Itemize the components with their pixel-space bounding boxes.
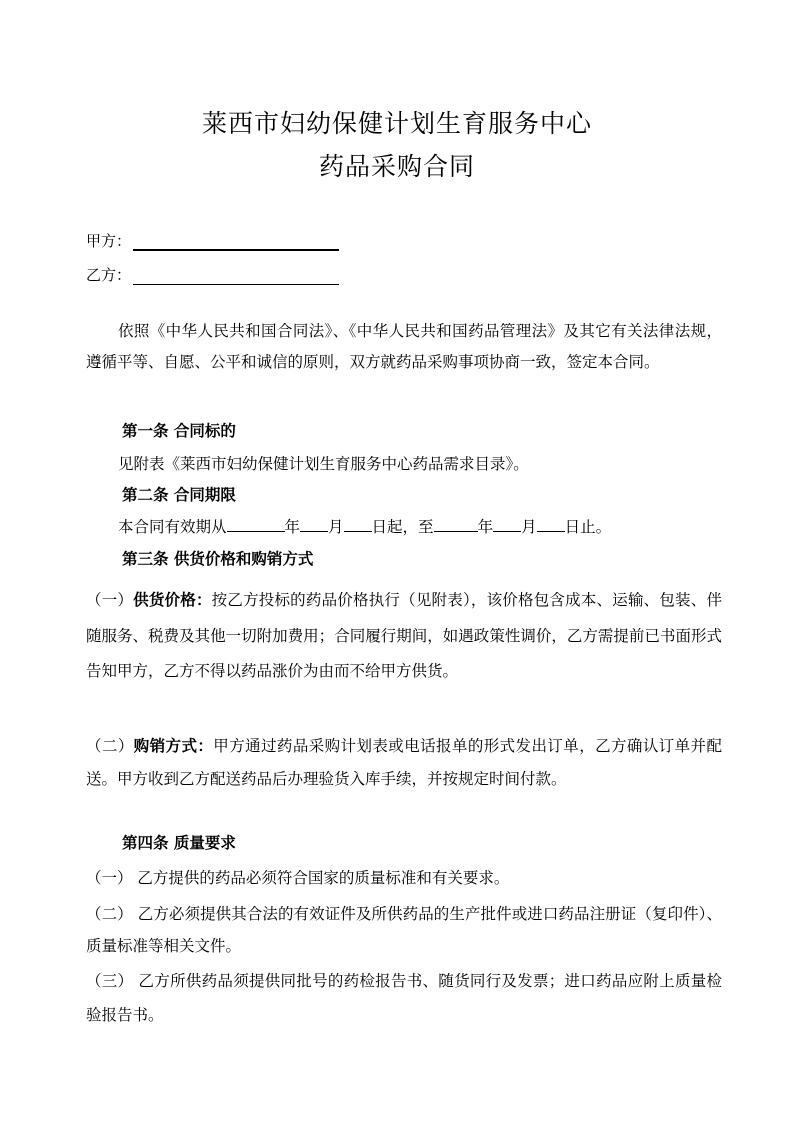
term-day-2: 日止。: [564, 518, 612, 536]
article3-item1-label: 供货价格：: [133, 590, 212, 609]
party-a-label: 甲方：: [86, 232, 132, 250]
article2-heading: 第二条 合同期限: [122, 485, 236, 504]
term-month-1: 月: [328, 518, 344, 536]
term-prefix: 本合同有效期从: [118, 518, 227, 536]
article1-heading: 第一条 合同标的: [122, 421, 236, 440]
party-b-row: [86, 264, 339, 285]
article3-item1-body: 按乙方投标的药品价格执行（见附表），该价格包含成本、运输、包装、伴随服务、税费及其他一切附加费用；合同履行期间，如遇政策性调价，乙方需提前已书面形式告知甲方，乙方不得以药品涨价为由而不给甲方供货。: [86, 591, 722, 680]
term-day-1: 日起，至: [371, 518, 434, 536]
article3-item2: [86, 729, 722, 796]
term-year-1: 年: [284, 518, 301, 536]
preamble-paragraph: 依照《中华人民共和国合同法》、《中华人民共和国药品管理法》及其它有关法律法规，遵循平等、自愿、公平和诚信的原则，双方就药品采购事项协商一致，签定本合同。: [86, 322, 722, 371]
party-a-blank: [133, 235, 339, 251]
article3-item1-prefix: （一）: [86, 591, 134, 609]
article3-item2-prefix: （二）: [86, 737, 134, 755]
article4-heading: 第四条 质量要求: [122, 833, 236, 852]
article3-item1: [86, 582, 722, 690]
document-subtitle: 药品采购合同: [318, 152, 475, 181]
party-b-label: 乙方：: [86, 266, 132, 284]
start-day-blank: [344, 517, 372, 532]
document-title: 莱西市妇幼保健计划生育服务中心: [201, 109, 592, 138]
start-month-blank: [300, 517, 328, 532]
article4-item2: （二） 乙方必须提供其合法的有效证件及所供药品的生产批件或进口药品注册证（复印件）、质量标准等相关文件。: [86, 905, 722, 955]
start-year-blank: [227, 517, 285, 532]
end-month-blank: [493, 517, 521, 532]
article3-item2-label: 购销方式：: [133, 736, 214, 755]
party-b-blank: [133, 270, 339, 285]
party-a-row: [86, 230, 339, 251]
term-month-2: 月: [521, 518, 537, 536]
article3-item2-body: 甲方通过药品采购计划表或电话报单的形式发出订单，乙方确认订单并配送。甲方收到乙方配送药品后办理验货入库手续，并按规定时间付款。: [86, 737, 722, 788]
end-year-blank: [434, 517, 478, 532]
term-year-2: 年: [477, 518, 494, 536]
article4-item1: （一） 乙方提供的药品必须符合国家的质量标准和有关要求。: [86, 869, 510, 887]
article1-body: 见附表《莱西市妇幼保健计划生育服务中心药品需求目录》。: [118, 455, 529, 473]
article2-body: [86, 512, 722, 543]
article3-heading: 第三条 供货价格和购销方式: [122, 549, 314, 568]
end-day-blank: [537, 517, 565, 532]
article4-item3: （三） 乙方所供药品须提供同批号的药检报告书、随货同行及发票；进口药品应附上质量检验报告书。: [86, 972, 722, 1024]
